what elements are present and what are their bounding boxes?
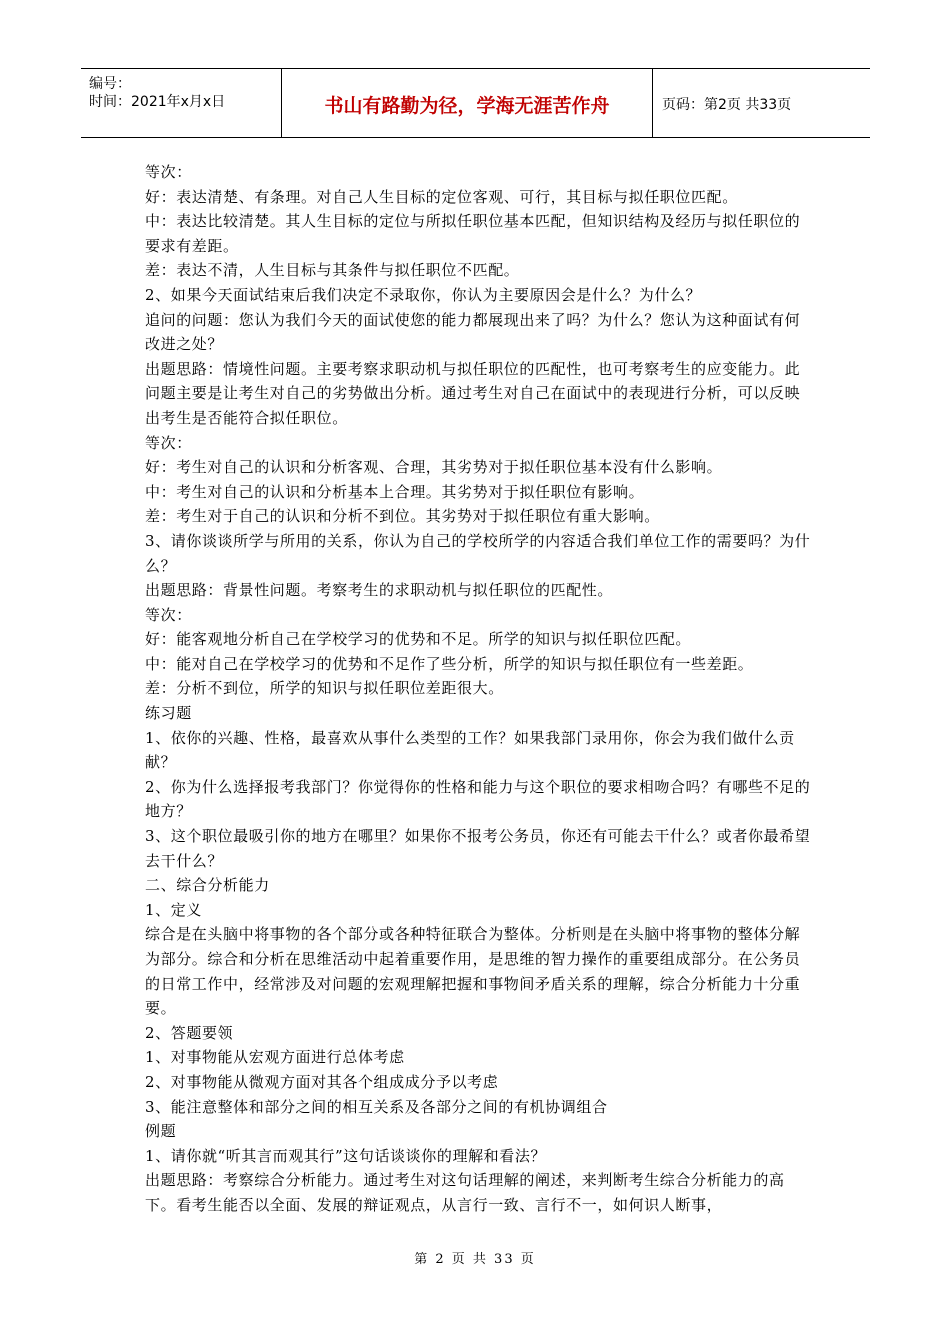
header-motto-cell [281, 69, 653, 137]
paragraph: 好：能客观地分析自己在学校学习的优势和不足。所学的知识与拟任职位匹配。 [145, 630, 692, 649]
section-heading: 二、综合分析能力 [145, 876, 270, 895]
section-heading: 练习题 [145, 704, 192, 723]
paragraph: 等次： [145, 163, 192, 181]
document-date-label: 时间：2021年x月x日 [89, 94, 226, 110]
paragraph: 2、如果今天面试结束后我们决定不录取你，你认为主要原因会是什么？为什么？ [145, 285, 702, 304]
paragraph: 差：考生对于自己的认识和分析不到位。其劣势对于拟任职位有重大影响。 [145, 507, 660, 526]
page-header [81, 68, 870, 138]
paragraph: 2、你为什么选择报考我部门？你觉得你的性格和能力与这个职位的要求相吻合吗？有哪些不足的地方？ [145, 777, 811, 821]
document-number-label: 编号： [89, 76, 131, 92]
paragraph: 综合是在头脑中将事物的各个部分或各种特征联合为整体。分析则是在头脑中将事物的整体分解为部分。综合和分析在思维活动中起着重要作用，是思维的智力操作的重要组成部分。在公务员的日常工作中，经常涉及对问题的宏观理解把握和事物间矛盾关系的理解，综合分析能力十分重要。 [145, 925, 801, 1018]
paragraph: 中：表达比较清楚。其人生目标的定位与所拟任职位基本匹配，但知识结构及经历与拟任职位的要求有差距。 [145, 212, 801, 255]
paragraph: 1、对事物能从宏观方面进行总体考虑 [145, 1048, 405, 1067]
paragraph: 差：分析不到位，所学的知识与拟任职位差距很大。 [145, 679, 504, 698]
paragraph: 1、请你就“听其言而观其行”这句话谈谈你的理解和看法？ [145, 1146, 547, 1165]
header-motto: 书山有路勤为径，学海无涯苦作舟 [324, 95, 610, 117]
paragraph: 等次： [145, 433, 192, 452]
paragraph: 差：表达不清，人生目标与其条件与拟任职位不匹配。 [145, 261, 520, 280]
subsection-heading: 2、答题要领 [145, 1023, 234, 1042]
paragraph: 1、依你的兴趣、性格，最喜欢从事什么类型的工作？如果我部门录用你，你会为我们做什么贡献？ [145, 728, 795, 772]
paragraph: 等次： [145, 605, 192, 624]
paragraph: 中：能对自己在学校学习的优势和不足作了些分析，所学的知识与拟任职位有一些差距。 [145, 654, 754, 673]
paragraph: 好：表达清楚、有条理。对自己人生目标的定位客观、可行，其目标与拟任职位匹配。 [145, 187, 738, 206]
paragraph: 出题思路：背景性问题。考察考生的求职动机与拟任职位的匹配性。 [145, 581, 614, 600]
paragraph: 出题思路：考察综合分析能力。通过考生对这句话理解的阐述，来判断考生综合分析能力的高下。看考生能否以全面、发展的辩证观点，从言行一致、言行不一，如何识人断事， [145, 1171, 785, 1214]
paragraph: 2、对事物能从微观方面对其各个组成成分予以考虑 [145, 1072, 499, 1091]
header-page-info: 页码：第2页 共33页 [662, 97, 792, 113]
section-heading: 例题 [145, 1122, 177, 1141]
header-page-cell [652, 69, 870, 137]
paragraph: 3、请你谈谈所学与所用的关系，你认为自己的学校所学的内容适合我们单位工作的需要吗？为什么？ [145, 531, 811, 575]
subsection-heading: 1、定义 [145, 900, 202, 919]
paragraph: 3、能注意整体和部分之间的相互关系及各部分之间的有机协调组合 [145, 1097, 608, 1116]
document-body [145, 160, 815, 1218]
paragraph: 中：考生对自己的认识和分析基本上合理。其劣势对于拟任职位有影响。 [145, 482, 645, 501]
page-footer: 第 2 页 共 33 页 [414, 1252, 536, 1267]
paragraph: 3、这个职位最吸引你的地方在哪里？如果你不报考公务员，你还有可能去干什么？或者你最希望去干什么？ [145, 827, 811, 870]
paragraph: 追问的问题：您认为我们今天的面试使您的能力都展现出来了吗？为什么？您认为这种面试有何改进之处？ [145, 310, 801, 354]
paragraph: 出题思路：情境性问题。主要考察求职动机与拟任职位的匹配性，也可考察考生的应变能力。此问题主要是让考生对自己的劣势做出分析。通过考生对自己在面试中的表现进行分析，可以反映出考生是否能符合拟任职位。 [145, 359, 801, 427]
paragraph: 好：考生对自己的认识和分析客观、合理，其劣势对于拟任职位基本没有什么影响。 [145, 458, 723, 477]
header-meta-cell [81, 69, 281, 137]
